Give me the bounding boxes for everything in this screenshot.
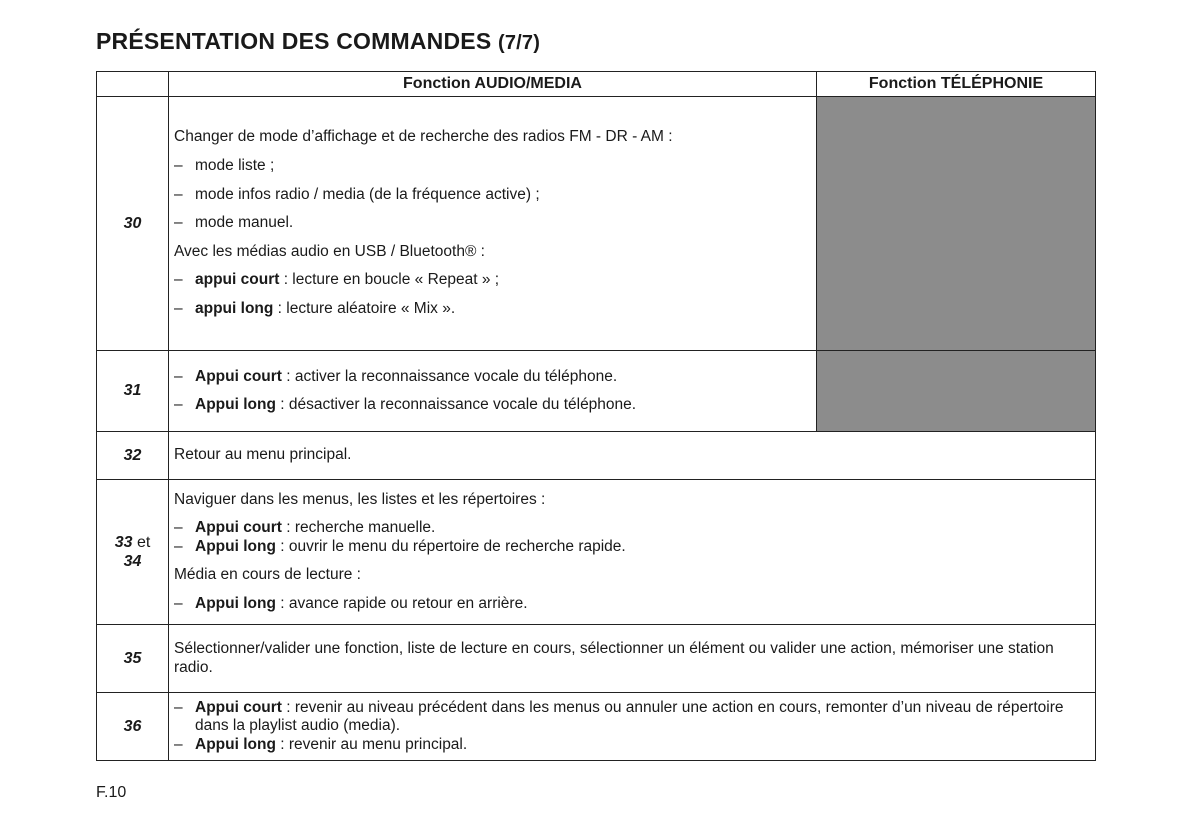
description-line: Retour au menu principal.	[174, 446, 352, 464]
description-line: Sélectionner/valider une fonction, liste de lecture en cours, sélectionner un élément ou valider une action, mémoriser une station radio.	[174, 639, 1054, 676]
header-telephonie: Fonction TÉLÉPHONIE	[817, 72, 1096, 97]
press-type: appui long	[195, 299, 274, 317]
function-cell	[169, 432, 1096, 480]
audio-function-cell	[169, 97, 817, 351]
table-row	[97, 97, 1096, 351]
page-reference: F.10	[96, 784, 127, 801]
list-item	[174, 538, 1090, 557]
dash-mark: –	[174, 698, 183, 716]
description-line: Naviguer dans les menus, les listes et les répertoires :	[174, 490, 546, 508]
table-header-row	[97, 72, 1096, 97]
description-line: Avec les médias audio en USB / Bluetooth® :	[174, 242, 485, 260]
press-type: Appui long	[195, 735, 276, 753]
control-number: 31	[97, 351, 169, 432]
press-type: Appui court	[195, 367, 282, 385]
list-item	[174, 736, 1090, 755]
control-number: 36	[97, 693, 169, 761]
dash-mark: –	[174, 395, 183, 413]
list-item-text: mode liste ;	[195, 157, 275, 175]
list-item-text: mode manuel.	[195, 214, 294, 232]
press-type: Appui long	[195, 594, 276, 612]
table-row	[97, 480, 1096, 625]
press-type: Appui court	[195, 519, 282, 537]
press-type: appui court	[195, 271, 280, 289]
list-item-text: : avance rapide ou retour en arrière.	[275, 594, 528, 612]
control-number: 35	[97, 625, 169, 693]
header-audio-media: Fonction AUDIO/MEDIA	[169, 72, 817, 97]
list-item	[174, 157, 811, 176]
description-line: Média en cours de lecture :	[174, 566, 361, 584]
control-number-a: 33	[114, 533, 133, 551]
list-item	[174, 519, 1090, 538]
conjunction: et	[132, 533, 151, 551]
audio-function-cell	[169, 351, 817, 432]
dash-mark: –	[174, 519, 183, 537]
dash-mark: –	[174, 367, 183, 385]
dash-mark: –	[174, 157, 183, 175]
list-item	[174, 595, 1090, 614]
control-number	[97, 480, 169, 625]
telephony-cell-empty	[817, 351, 1096, 432]
table-row	[97, 351, 1096, 432]
control-number: 32	[97, 432, 169, 480]
list-item-text: mode infos radio / media (de la fréquence active) ;	[195, 185, 540, 203]
page-title	[96, 28, 540, 55]
list-item	[174, 396, 811, 415]
dash-mark: –	[174, 214, 183, 232]
list-item	[174, 214, 811, 233]
list-item-text: : lecture en boucle « Repeat » ;	[279, 271, 500, 289]
press-type: Appui court	[195, 698, 282, 716]
function-cell	[169, 480, 1096, 625]
dash-mark: –	[174, 537, 183, 555]
list-item	[174, 300, 811, 319]
list-item-text: : recherche manuelle.	[281, 519, 436, 537]
list-item-text: : lecture aléatoire « Mix ».	[273, 299, 456, 317]
header-number	[97, 72, 169, 97]
list-item	[174, 186, 811, 205]
list-item-text: : ouvrir le menu du répertoire de recherche rapide.	[275, 537, 626, 555]
telephony-cell-empty	[817, 97, 1096, 351]
control-number: 30	[97, 97, 169, 351]
list-item	[174, 699, 1090, 736]
dash-mark: –	[174, 185, 183, 203]
control-number-b: 34	[123, 553, 142, 570]
dash-mark: –	[174, 299, 183, 317]
controls-table	[96, 71, 1096, 761]
dash-mark: –	[174, 271, 183, 289]
list-item-text: : désactiver la reconnaissance vocale du téléphone.	[275, 395, 637, 413]
dash-mark: –	[174, 594, 183, 612]
table-row	[97, 693, 1096, 761]
list-item	[174, 271, 811, 290]
list-item-text: : activer la reconnaissance vocale du téléphone.	[281, 367, 618, 385]
description-line: Changer de mode d’affichage et de recherche des radios FM - DR - AM :	[174, 128, 673, 146]
list-item-text: : revenir au niveau précédent dans les menus ou annuler une action en cours, remonter d’un niveau de répertoire dans la playlist audio (media).	[195, 698, 1064, 735]
page-title-main: PRÉSENTATION DES COMMANDES	[96, 28, 498, 54]
table-row	[97, 432, 1096, 480]
function-cell	[169, 625, 1096, 693]
list-item	[174, 368, 811, 387]
list-item-text: : revenir au menu principal.	[275, 735, 468, 753]
press-type: Appui long	[195, 395, 276, 413]
function-cell	[169, 693, 1096, 761]
page-title-part: (7/7)	[497, 32, 541, 54]
table-row	[97, 625, 1096, 693]
press-type: Appui long	[195, 537, 276, 555]
dash-mark: –	[174, 735, 183, 753]
